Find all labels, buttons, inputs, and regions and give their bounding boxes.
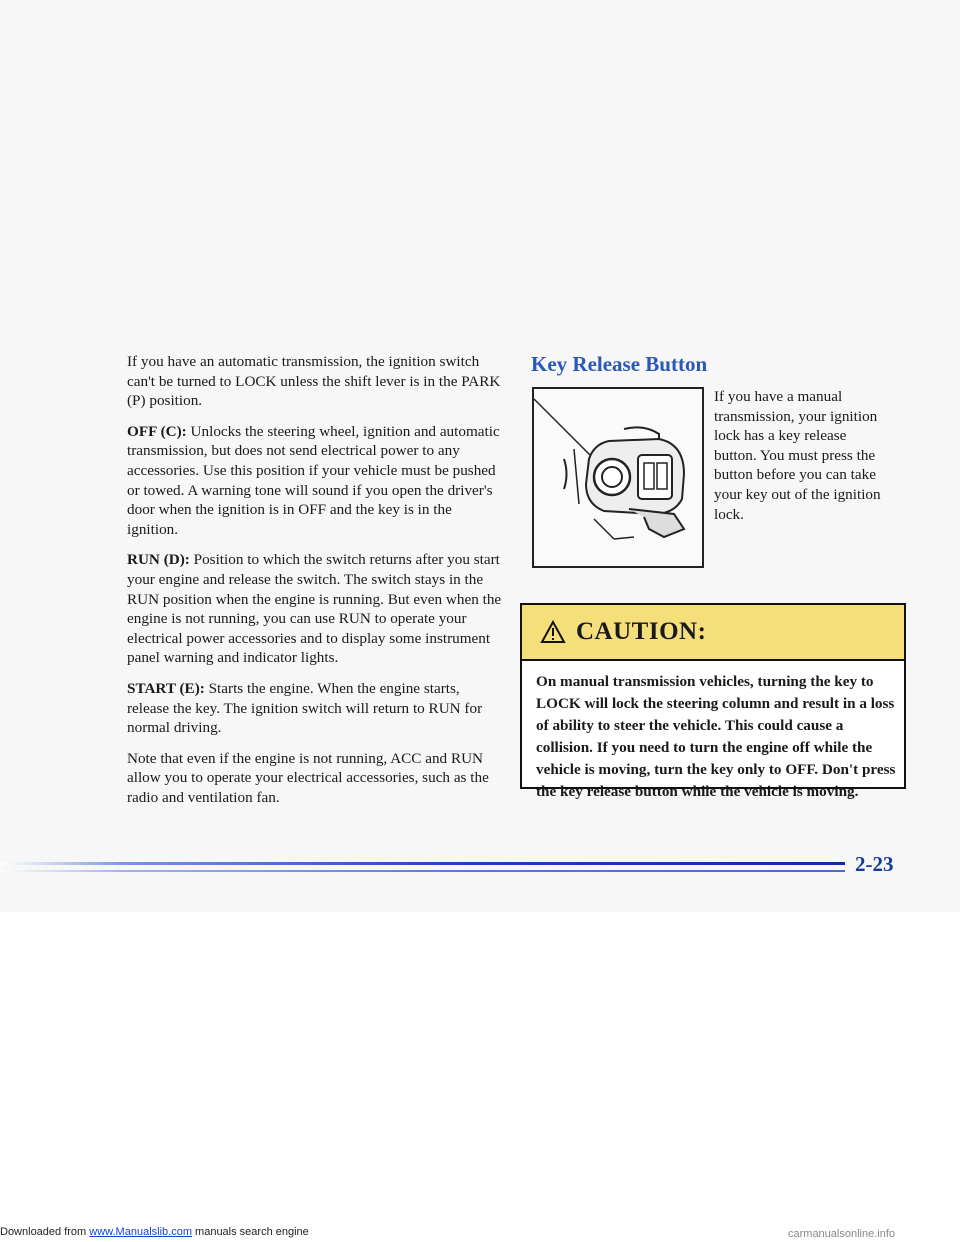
manualslib-link[interactable]: www.Manualslib.com	[89, 1226, 192, 1238]
caution-box	[520, 603, 906, 800]
caution-title: CAUTION:	[576, 618, 707, 645]
footer-prefix: Downloaded from	[0, 1226, 90, 1238]
warning-triangle-icon	[540, 620, 566, 644]
ignition-key-drawing	[534, 389, 702, 566]
footer-rule	[0, 862, 845, 865]
page-number: 2-23	[855, 852, 894, 876]
start-text: Starts the engine. When the engine starts, release the key. The ignition switch will return to RUN for normal driving.	[127, 679, 483, 737]
paragraph-start-position	[127, 679, 502, 738]
ignition-lock-illustration	[532, 387, 704, 568]
off-text: Unlocks the steering wheel, ignition and automatic transmission, but does not send electrical power to any accessories. Use this position if your vehicle must be pushed or towed. A warning tone will sound if you open the driver's door when the ignition is in OFF and the key is in the ignition.	[127, 422, 500, 538]
download-footer	[0, 1226, 309, 1238]
paragraph-acc-run-note: Note that even if the engine is not running, ACC and RUN allow you to operate your electrical accessories, such as the radio and ventilation fan.	[127, 749, 489, 806]
run-label: RUN (D):	[127, 551, 190, 569]
key-release-heading: Key Release Button	[531, 352, 708, 376]
paragraph-off-position	[127, 422, 502, 540]
caution-header	[522, 605, 904, 661]
caution-body: On manual transmission vehicles, turning the key to LOCK will lock the steering column and result in a loss of ability to steer the vehicle. This could cause a collision. If you need to turn the engine off while the vehicle is moving, turn the key only to OFF. Don't press the key release button while the vehicle is moving.	[536, 673, 896, 800]
start-label: START (E):	[127, 679, 205, 697]
left-column	[127, 352, 502, 818]
paragraph-automatic-transmission: If you have an automatic transmission, the ignition switch can't be turned to LOCK unless the shift lever is in the PARK (P) position.	[127, 353, 501, 410]
watermark-text: carmanualsonline.info	[788, 1228, 896, 1240]
key-release-description: If you have a manual transmission, your ignition lock has a key release button. You must press the button before you can take your key out of the ignition lock.	[714, 388, 881, 523]
footer-suffix: manuals search engine	[191, 1226, 309, 1238]
off-label: OFF (C):	[127, 422, 187, 440]
paragraph-run-position	[127, 550, 502, 668]
run-text: Position to which the switch returns after you start your engine and release the switch. The switch stays in the RUN position when the engine is running. But even when the engine is not running, you can use RUN to operate your electrical power accessories and to display some instrument panel warning and indicator lights.	[127, 551, 502, 667]
footer-rule-thin	[0, 870, 845, 872]
